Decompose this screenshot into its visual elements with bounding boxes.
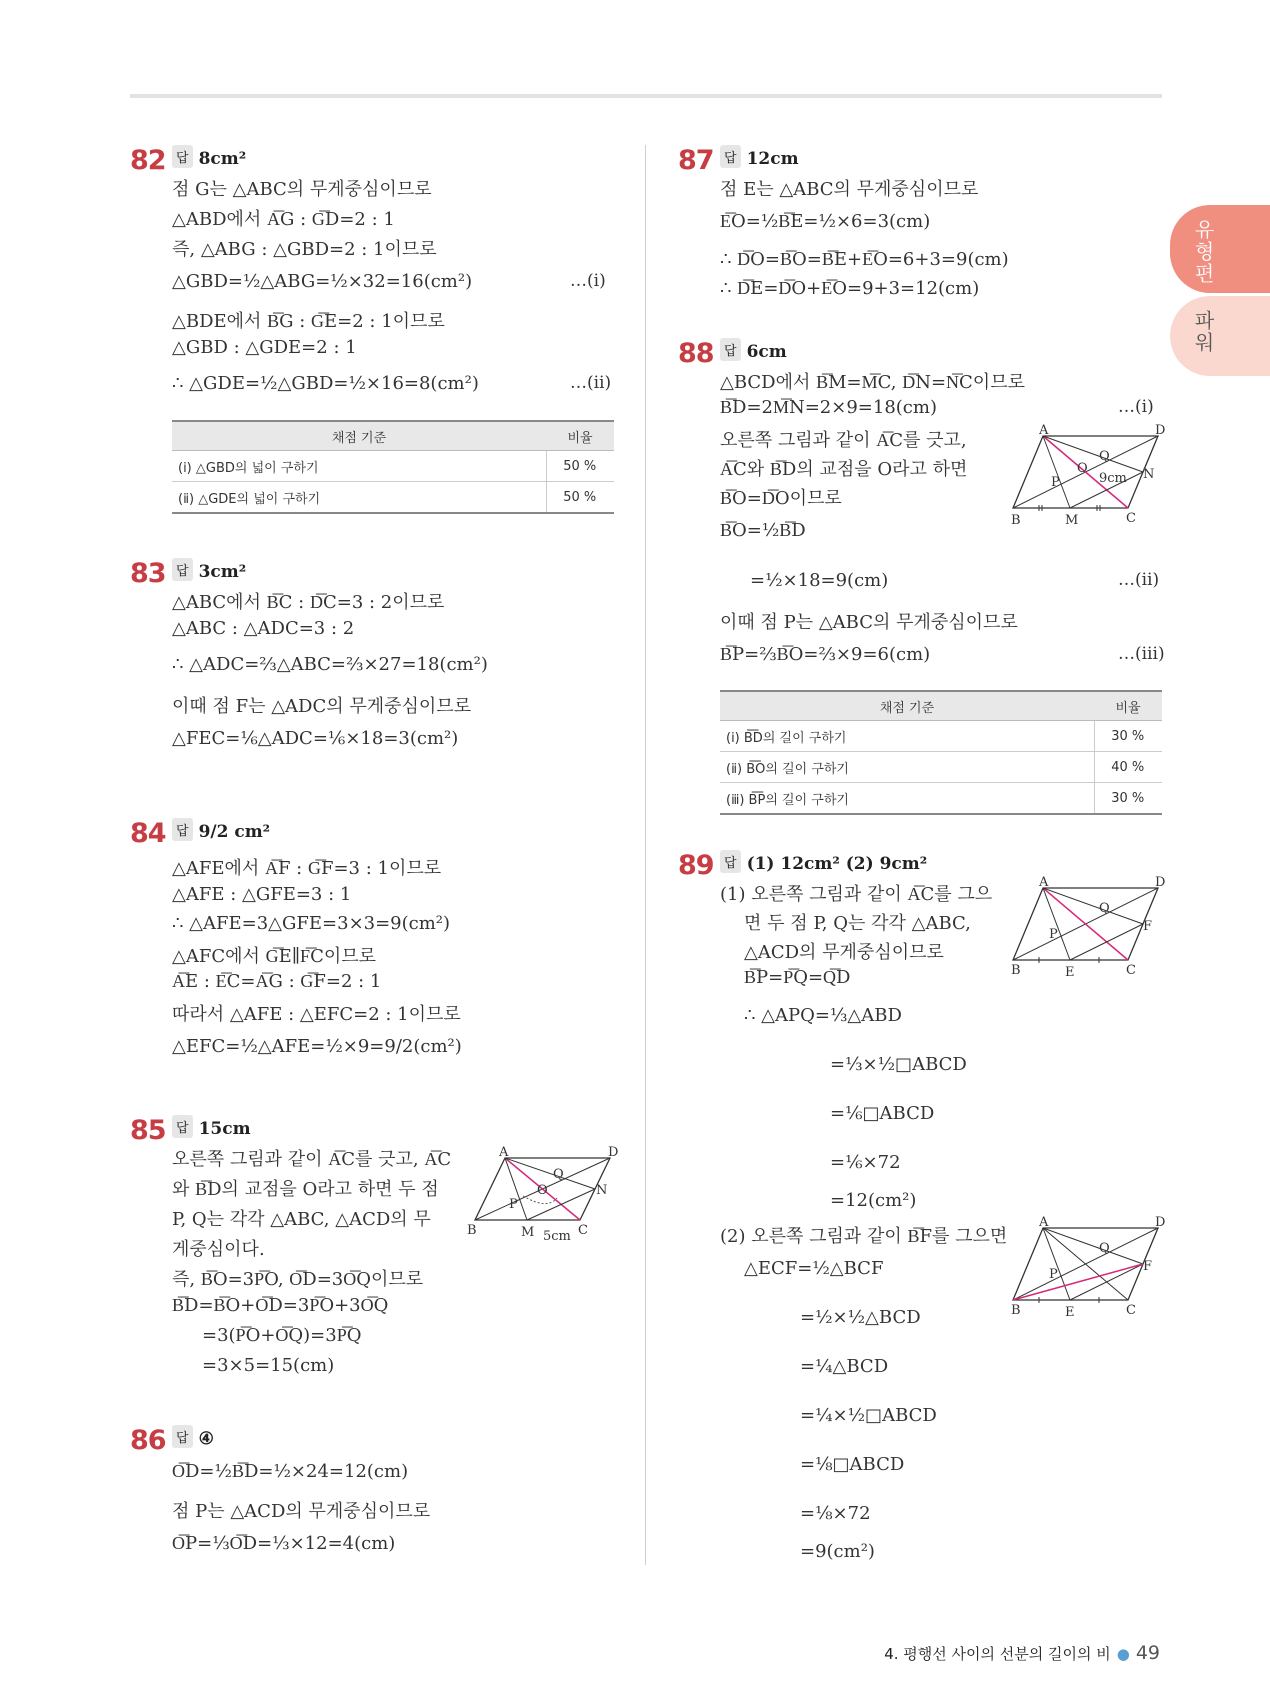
solution-line: =½×18=9(cm) xyxy=(750,570,889,591)
criteria-cell: (ⅱ) △GDE의 넓이 구하기 xyxy=(172,482,546,514)
step-mark: …(ⅱ) xyxy=(570,373,612,393)
chapter-title: 4. 평행선 사이의 선분의 길이의 비 xyxy=(884,1645,1111,1663)
solution-line: ∴ △AFE=3△GFE=3×3=9(cm²) xyxy=(172,913,451,934)
solution-line: =⅛×72 xyxy=(800,1503,871,1524)
solution-line: ∴ △APQ=⅓△ABD xyxy=(744,1005,902,1026)
solution-line: ∴ D͞E=D͞O+E͞O=9+3=12(cm) xyxy=(720,278,980,299)
solution-line: 점 P는 △ACD의 무게중심이므로 xyxy=(172,1501,431,1522)
solution-line: △ABC : △ADC=3 : 2 xyxy=(172,618,355,639)
solution-line: =⅓×½□ABCD xyxy=(830,1054,967,1075)
vertex-label: N xyxy=(596,1183,608,1198)
answer-line xyxy=(720,145,799,169)
ratio-cell: 50 % xyxy=(546,482,614,514)
solution-line: =3(P͞O+O͞Q)=3P͞Q xyxy=(202,1325,362,1346)
solution-line: 이때 점 F는 △ADC의 무게중심이므로 xyxy=(172,696,472,717)
solution-line: =9(cm²) xyxy=(800,1541,875,1562)
page-number: 49 xyxy=(1135,1642,1160,1664)
solution-line: △FEC=⅙△ADC=⅙×18=3(cm²) xyxy=(172,728,459,749)
column-divider xyxy=(645,145,646,1565)
solution-line: 이때 점 P는 △ABC의 무게중심이므로 xyxy=(720,612,1018,633)
table-row xyxy=(720,752,1162,783)
solution-line: 와 B͞D의 교점을 O라고 하면 두 점 xyxy=(172,1179,439,1200)
solution-line: 면 두 점 P, Q는 각각 △ABC, xyxy=(744,913,971,934)
tab-type-label: 유형편 xyxy=(1191,219,1215,285)
answer-value: 8cm² xyxy=(198,149,247,169)
solution-line: O͞P=⅓O͞D=⅓×12=4(cm) xyxy=(172,1533,396,1554)
answer-tag: 답 xyxy=(720,338,741,361)
top-rule xyxy=(130,94,1162,98)
answer-line xyxy=(172,1425,214,1449)
step-mark: …(ⅲ) xyxy=(1118,644,1165,664)
problem-number: 82 xyxy=(130,145,166,176)
solution-line: B͞P=P͞Q=Q͞D xyxy=(744,967,851,988)
problem-number: 88 xyxy=(678,338,714,369)
solution-line: 게중심이다. xyxy=(172,1239,265,1260)
vertex-label: P xyxy=(1049,1267,1058,1282)
vertex-label: B xyxy=(1011,1303,1021,1318)
vertex-label: C xyxy=(1126,511,1136,526)
vertex-label: E xyxy=(1065,1305,1075,1320)
solution-line: =12(cm²) xyxy=(830,1190,917,1211)
answer-tag: 답 xyxy=(172,1115,193,1138)
vertex-label: Q xyxy=(1099,1241,1110,1256)
answer-line xyxy=(172,1115,251,1139)
vertex-label: F xyxy=(1143,919,1153,934)
step-mark: …(ⅰ) xyxy=(570,271,606,291)
vertex-label: F xyxy=(1143,1259,1153,1274)
solution-line: △ECF=½△BCF xyxy=(744,1258,884,1279)
solution-line: =⅛□ABCD xyxy=(800,1454,905,1475)
solution-line: △AFE : △GFE=3 : 1 xyxy=(172,884,352,905)
answer-tag: 답 xyxy=(172,145,193,168)
solution-line: B͞O=½B͞D xyxy=(720,520,806,541)
vertex-label: E xyxy=(1065,965,1075,980)
solution-line: 점 G는 △ABC의 무게중심이므로 xyxy=(172,179,432,200)
solution-line: ∴ △GDE=½△GBD=½×16=8(cm²) xyxy=(172,373,479,394)
vertex-label: A xyxy=(1039,875,1049,890)
tab-power-section[interactable] xyxy=(1170,296,1270,376)
solution-line: B͞D=B͞O+O͞D=3P͞O+3O͞Q xyxy=(172,1295,389,1316)
criteria-cell: (ⅲ) B͞P의 길이 구하기 xyxy=(720,783,1094,815)
answer-value: 6cm xyxy=(746,342,787,362)
solution-line: △BCD에서 B͞M=M͞C, D͞N=N͞C이므로 xyxy=(720,372,1025,393)
answer-value: 9/2 cm² xyxy=(198,822,271,842)
vertex-label: O xyxy=(537,1183,548,1198)
answer-line xyxy=(720,850,927,874)
solution-line: B͞D=2M͞N=2×9=18(cm) xyxy=(720,397,937,418)
vertex-label: D xyxy=(1155,875,1166,890)
table-row xyxy=(720,721,1162,752)
solution-line: △AFC에서 G͞E∥F͞C이므로 xyxy=(172,946,377,967)
solution-line: O͞D=½B͞D=½×24=12(cm) xyxy=(172,1461,409,1482)
criteria-cell: (ⅰ) B͞D의 길이 구하기 xyxy=(720,721,1094,752)
step-mark: …(ⅱ) xyxy=(1118,570,1160,590)
solution-line: =½×½△BCD xyxy=(800,1307,921,1328)
table-row xyxy=(172,451,614,482)
solution-line: △BDE에서 B͞G : G͞E=2 : 1이므로 xyxy=(172,311,445,332)
vertex-label: M xyxy=(521,1225,535,1240)
scoring-table xyxy=(172,420,614,514)
solution-line: A͞E : E͞C=A͞G : G͞F=2 : 1 xyxy=(172,971,382,992)
solution-line: △AFE에서 A͞F : G͞F=3 : 1이므로 xyxy=(172,858,442,879)
solution-line: =¼△BCD xyxy=(800,1356,889,1377)
answer-value: 12cm xyxy=(746,149,799,169)
solution-line: ∴ D͞O=B͞O=B͞E+E͞O=6+3=9(cm) xyxy=(720,249,1009,270)
page-footer xyxy=(884,1642,1160,1664)
solution-line: 즉, B͞O=3P͞O, O͞D=3O͞Q이므로 xyxy=(172,1269,424,1290)
solution-line: △ABD에서 A͞G : G͞D=2 : 1 xyxy=(172,209,395,230)
vertex-label: P xyxy=(1051,475,1060,490)
vertex-label: P xyxy=(509,1197,518,1212)
answer-value: 15cm xyxy=(198,1119,251,1139)
solution-line: △GBD : △GDE=2 : 1 xyxy=(172,337,357,358)
parallelogram-figure-2 xyxy=(1011,1215,1166,1320)
table-row xyxy=(172,482,614,514)
vertex-label: N xyxy=(1143,467,1155,482)
answer-tag: 답 xyxy=(720,850,741,873)
answer-line xyxy=(720,338,787,362)
solution-line: (1) 오른쪽 그림과 같이 A͞C를 그으 xyxy=(720,884,993,905)
problem-number: 85 xyxy=(130,1115,166,1146)
vertex-label: B xyxy=(1011,513,1021,528)
problem-number: 83 xyxy=(130,558,166,589)
parallelogram-figure xyxy=(465,1145,619,1250)
step-mark: …(ⅰ) xyxy=(1118,397,1154,417)
ratio-cell: 50 % xyxy=(546,451,614,482)
header-ratio: 비율 xyxy=(1094,691,1162,721)
problem-number: 84 xyxy=(130,818,166,849)
solution-line: P, Q는 각각 △ABC, △ACD의 무 xyxy=(172,1209,431,1230)
solution-line: A͞C와 B͞D의 교점을 O라고 하면 xyxy=(720,459,968,480)
solution-line: =3×5=15(cm) xyxy=(202,1355,335,1376)
length-label: 5cm xyxy=(543,1229,571,1244)
solution-line: =⅙×72 xyxy=(830,1152,901,1173)
parallelogram-figure xyxy=(1011,423,1166,528)
solution-line: △EFC=½△AFE=½×9=9/2(cm²) xyxy=(172,1036,462,1057)
tab-power-label: 파워 xyxy=(1191,310,1215,354)
vertex-label: A xyxy=(1039,423,1049,438)
vertex-label: M xyxy=(1065,513,1079,528)
criteria-cell: (ⅰ) △GBD의 넓이 구하기 xyxy=(172,451,546,482)
problem-number: 89 xyxy=(678,850,714,881)
solution-line: B͞P=⅔B͞O=⅔×9=6(cm) xyxy=(720,644,931,665)
solution-line: △ACD의 무게중심이므로 xyxy=(744,942,944,963)
solution-line: 즉, △ABG : △GBD=2 : 1이므로 xyxy=(172,239,437,260)
solution-line: =¼×½□ABCD xyxy=(800,1405,937,1426)
vertex-label: P xyxy=(1049,927,1058,942)
solution-line: =⅙□ABCD xyxy=(830,1103,935,1124)
answer-line xyxy=(172,558,246,582)
vertex-label: D xyxy=(608,1145,619,1160)
vertex-label: B xyxy=(467,1223,477,1238)
bullet-icon: ● xyxy=(1116,1645,1130,1663)
problem-number: 87 xyxy=(678,145,714,176)
vertex-label: Q xyxy=(1099,901,1110,916)
vertex-label: D xyxy=(1155,1215,1166,1230)
answer-tag: 답 xyxy=(720,145,741,168)
answer-value: 3cm² xyxy=(198,562,247,582)
vertex-label: Q xyxy=(1099,449,1110,464)
length-label: 9cm xyxy=(1099,471,1127,486)
criteria-cell: (ⅱ) B͞O의 길이 구하기 xyxy=(720,752,1094,783)
answer-value: (1) 12cm² (2) 9cm² xyxy=(746,854,928,874)
solution-line: ∴ △ADC=⅔△ABC=⅔×27=18(cm²) xyxy=(172,654,488,675)
header-criteria: 채점 기준 xyxy=(720,691,1094,721)
solution-line: △ABC에서 B͞C : D͞C=3 : 2이므로 xyxy=(172,592,445,613)
tab-type-section[interactable] xyxy=(1170,205,1270,293)
answer-tag: 답 xyxy=(172,1425,193,1448)
vertex-label: Q xyxy=(553,1167,564,1182)
vertex-label: O xyxy=(1077,461,1088,476)
solution-line: 따라서 △AFE : △EFC=2 : 1이므로 xyxy=(172,1004,461,1025)
answer-line xyxy=(172,145,246,169)
scoring-table xyxy=(720,690,1162,815)
vertex-label: C xyxy=(1126,963,1136,978)
ratio-cell: 30 % xyxy=(1094,721,1162,752)
table-row xyxy=(720,783,1162,815)
answer-line xyxy=(172,818,270,842)
solution-line: △GBD=½△ABG=½×32=16(cm²) xyxy=(172,271,473,292)
vertex-label: C xyxy=(1126,1303,1136,1318)
solution-line: 오른쪽 그림과 같이 A͞C를 긋고, xyxy=(720,430,967,451)
header-criteria: 채점 기준 xyxy=(172,421,546,451)
solution-line: (2) 오른쪽 그림과 같이 B͞F를 그으면 xyxy=(720,1226,1008,1247)
parallelogram-figure-1 xyxy=(1011,875,1166,980)
solution-line: 오른쪽 그림과 같이 A͞C를 긋고, A͞C xyxy=(172,1149,452,1170)
answer-tag: 답 xyxy=(172,818,193,841)
solution-line: E͞O=½B͞E=½×6=3(cm) xyxy=(720,211,931,232)
problem-number: 86 xyxy=(130,1425,166,1456)
vertex-label: B xyxy=(1011,963,1021,978)
solution-line: B͞O=D͞O이므로 xyxy=(720,488,842,509)
vertex-label: A xyxy=(499,1145,509,1160)
vertex-label: A xyxy=(1039,1215,1049,1230)
vertex-label: D xyxy=(1155,423,1166,438)
ratio-cell: 40 % xyxy=(1094,752,1162,783)
solution-line: 점 E는 △ABC의 무게중심이므로 xyxy=(720,179,979,200)
answer-value: ④ xyxy=(198,1429,214,1449)
ratio-cell: 30 % xyxy=(1094,783,1162,815)
vertex-label: C xyxy=(578,1223,588,1238)
header-ratio: 비율 xyxy=(546,421,614,451)
answer-tag: 답 xyxy=(172,558,193,581)
